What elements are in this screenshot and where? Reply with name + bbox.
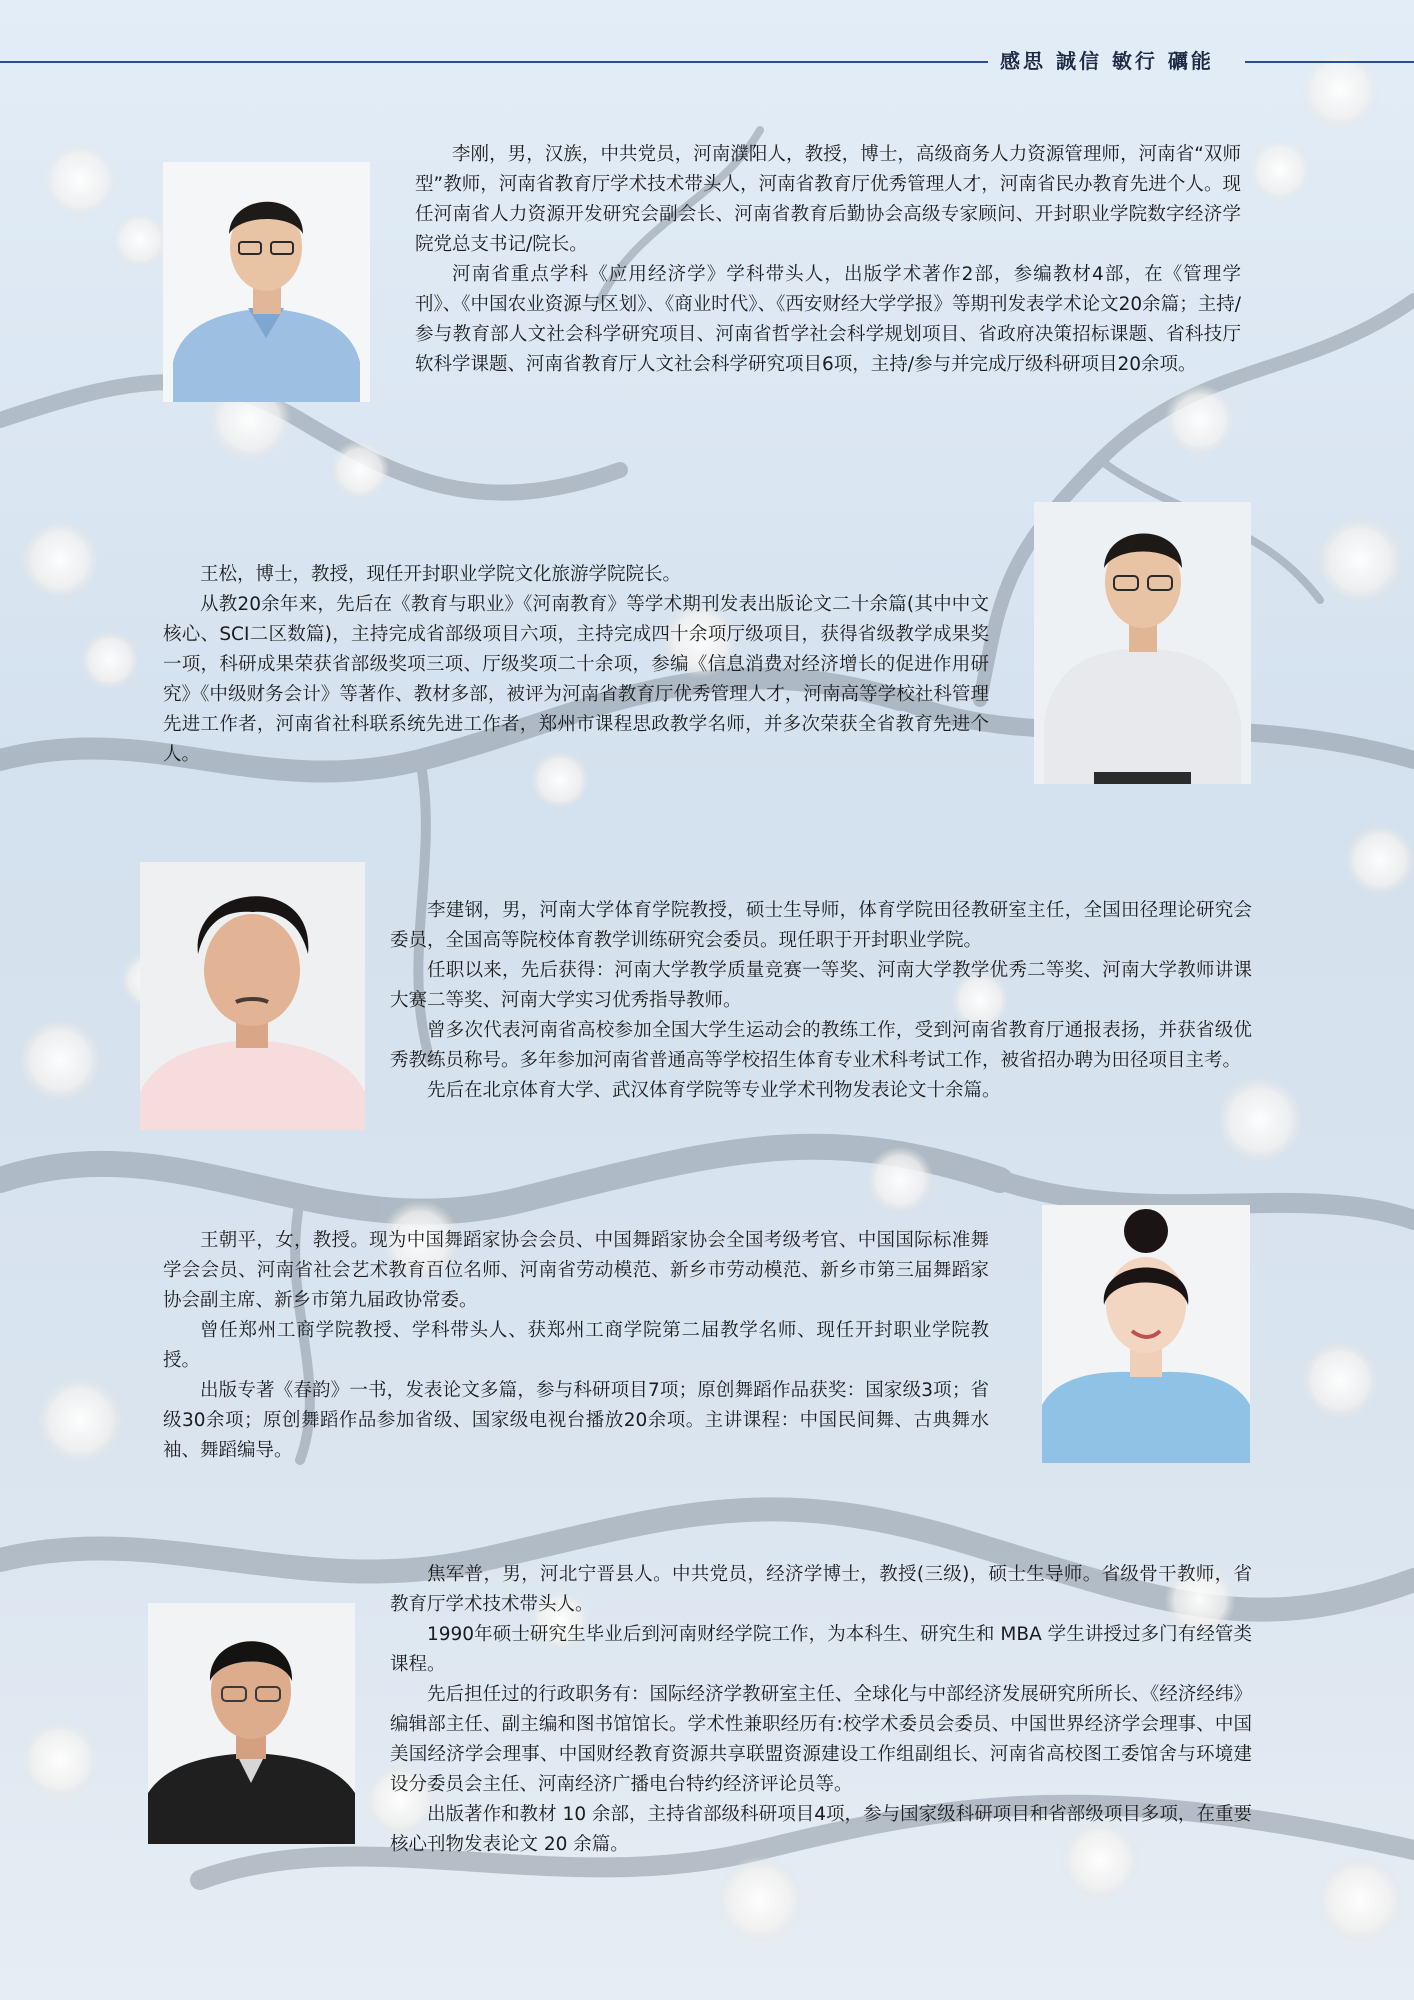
profile-paragraph: 李刚，男，汉族，中共党员，河南濮阳人，教授，博士，高级商务人力资源管理师，河南省“双师型”教师，河南省教育厅学术技术带头人，河南省教育厅优秀管理人才，河南省民办教育先进个人。现任河南省人力资源开发研究会副会长、河南省教育后勤协会高级专家顾问、开封职业学院数字经济学院党总支书记/院长。: [415, 144, 1241, 255]
profile-photo-li-jiangang: [140, 862, 365, 1130]
profile-paragraph: 李建钢，男，河南大学体育学院教授，硕士生导师，体育学院田径教研室主任，全国田径理论研究会委员，全国高等院校体育教学训练研究会委员。现任职于开封职业学院。: [390, 900, 1252, 951]
profile-paragraph: 王松，博士，教授，现任开封职业学院文化旅游学院院长。: [200, 564, 682, 585]
profile-paragraph: 任职以来，先后获得：河南大学教学质量竞赛一等奖、河南大学教学优秀二等奖、河南大学教师讲课大赛二等奖、河南大学实习优秀指导教师。: [390, 960, 1252, 1011]
profile-text-li-gang: [415, 140, 1241, 380]
profile-text-wang-chaoping: [163, 1226, 989, 1466]
profile-photo-jiao-junpu: [148, 1603, 355, 1844]
profile-paragraph: 王朝平，女，教授。现为中国舞蹈家协会会员、中国舞蹈家协会全国考级考官、中国国际标准舞学会会员、河南省社会艺术教育百位名师、河南省劳动模范、新乡市劳动模范、新乡市第三届舞蹈家协会副主席、新乡市第九届政协常委。: [163, 1230, 989, 1311]
profile-paragraph: 曾多次代表河南省高校参加全国大学生运动会的教练工作，受到河南省教育厅通报表扬，并获省级优秀教练员称号。多年参加河南省普通高等学校招生体育专业术科考试工作，被省招办聘为田径项目主考。: [390, 1020, 1252, 1071]
header-rule-left: [0, 61, 988, 63]
profile-paragraph: 出版专著《春韵》一书，发表论文多篇，参与科研项目7项；原创舞蹈作品获奖：国家级3项；省级30余项；原创舞蹈作品参加省级、国家级电视台播放20余项。主讲课程：中国民间舞、古典舞水袖、舞蹈编导。: [163, 1380, 989, 1461]
header-rule-right: [1245, 61, 1414, 63]
profile-paragraph: 出版著作和教材 10 余部，主持省部级科研项目4项，参与国家级科研项目和省部级项目多项，在重要核心刊物发表论文 20 余篇。: [390, 1804, 1252, 1855]
page-header: [0, 44, 1414, 78]
profile-text-wang-song: [163, 560, 989, 770]
profile-photo-wang-chaoping: [1042, 1205, 1250, 1463]
profile-paragraph: 河南省重点学科《应用经济学》学科带头人，出版学术著作2部，参编教材4部，在《管理学刊》、《中国农业资源与区划》、《商业时代》、《西安财经大学学报》等期刊发表学术论文20余篇；主持/参与教育部人文社会科学研究项目、河南省哲学社会科学规划项目、省政府决策招标课题、省科技厅软科学课题、河南省教育厅人文社会科学研究项目6项，主持/参与并完成厅级科研项目20余项。: [415, 264, 1241, 375]
profile-paragraph: 先后担任过的行政职务有：国际经济学教研室主任、全球化与中部经济发展研究所所长、《经济经纬》编辑部主任、副主编和图书馆馆长。学术性兼职经历有:校学术委员会委员、中国世界经济学会理事、中国美国经济学会理事、中国财经教育资源共享联盟资源建设工作组副组长、河南省高校图工委馆舍与环境建设分委员会主任、河南经济广播电台特约经济评论员等。: [390, 1684, 1252, 1795]
profile-paragraph: 焦军普，男，河北宁晋县人。中共党员，经济学博士，教授(三级)，硕士生导师。省级骨干教师，省教育厅学术技术带头人。: [390, 1564, 1252, 1615]
profile-paragraph: 1990年硕士研究生毕业后到河南财经学院工作，为本科生、研究生和 MBA 学生讲授过多门有经管类课程。: [390, 1624, 1252, 1675]
profile-text-li-jiangang: [390, 896, 1252, 1106]
profile-paragraph: 先后在北京体育大学、武汉体育学院等专业学术刊物发表论文十余篇。: [427, 1080, 1001, 1101]
profile-paragraph: 从教20余年来，先后在《教育与职业》《河南教育》等学术期刊发表出版论文二十余篇(其中中文核心、SCI二区数篇)，主持完成省部级项目六项，主持完成四十余项厅级项目，获得省级教学成果奖一项，科研成果荣获省部级奖项三项、厅级奖项二十余项，参编《信息消费对经济增长的促进作用研究》《中级财务会计》等著作、教材多部，被评为河南省教育厅优秀管理人才，河南高等学校社科管理先进工作者，河南省社科联系统先进工作者，郑州市课程思政教学名师，并多次荣获全省教育先进个人。: [163, 594, 989, 765]
profile-photo-li-gang: [163, 162, 370, 402]
header-motto: 感思 誠信 敏行 礪能: [1000, 49, 1214, 73]
profile-paragraph: 曾任郑州工商学院教授、学科带头人、获郑州工商学院第二届教学名师、现任开封职业学院教授。: [163, 1320, 989, 1371]
profile-photo-wang-song: [1034, 502, 1251, 784]
profile-text-jiao-junpu: [390, 1560, 1252, 1860]
